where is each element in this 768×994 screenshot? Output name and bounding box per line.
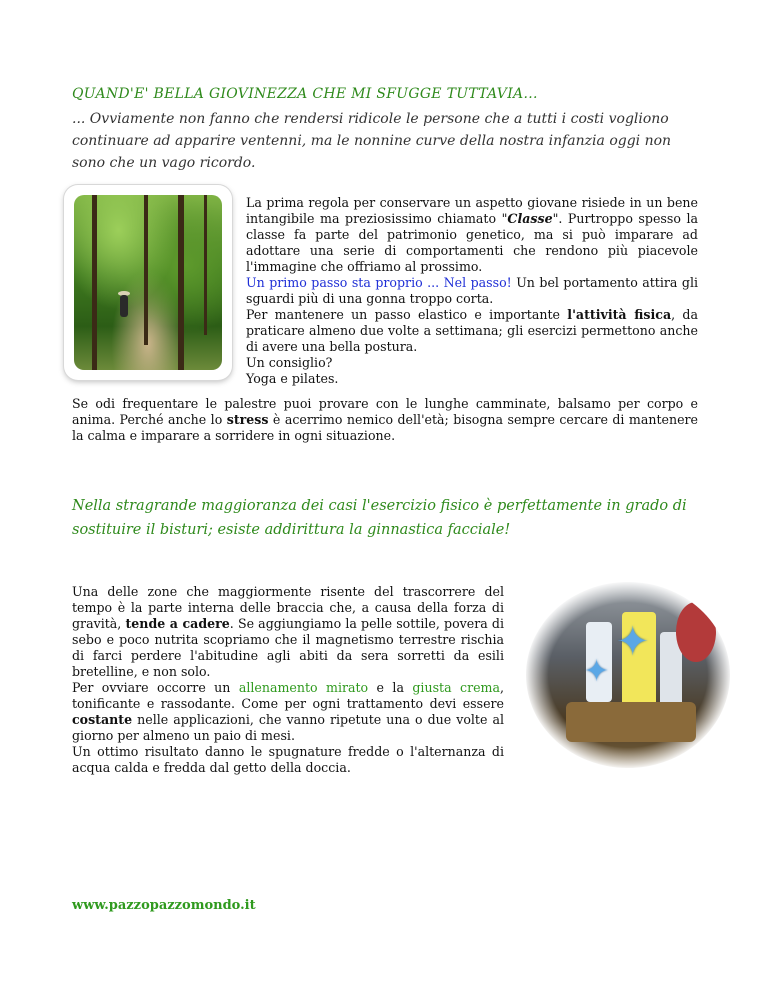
article-title: QUAND'E' BELLA GIOVINEZZA CHE MI SFUGGE TUTTAVIA... [72,86,538,102]
paragraph-classe: La prima regola per conservare un aspetto giovane risiede in un bene intangibile ma preziosissimo chiamato "Classe". Purtroppo spesso la classe fa parte del patrimonio genetico, ma si può imparare ad adottare una serie di comportamenti che rendono più piacevole l'immagine che offriamo al prossimo. [246,195,698,274]
star-decoration-icon: ✦ [584,654,610,689]
paragraph-passo: Un primo passo sta proprio ... Nel passo! Un bel portamento attira gli sguardi più di una gonna troppo corta. [246,275,699,306]
paragraph-braccia: Una delle zone che maggiormente risente del trascorrere del tempo è la parte interna delle braccia che, a causa della forza di gravità, tende a cadere. Se aggiungiamo la pelle sottile, povera di sebo e poco nutrita scopriamo che il magnetismo terrestre rischia di farci perdere l'abitudine agli abiti da sera sorretti da esili bretelline, e non solo. [72,584,505,679]
paragraph-consiglio: Un consiglio? [246,355,333,370]
paragraph-spugnature: Un ottimo risultato danno le spugnature fredde o l'alternanza di acqua calda e fredda dal getto della doccia. [72,744,504,775]
forest-walk-photo [74,195,222,370]
paragraph-ovviare: Per ovviare occorre un allenamento mirato e la giusta crema, tonificante e rassodante. Come per ogni trattamento devi essere costante nelle applicazioni, che vanno ripetute una o due volte al giorno per almeno un paio di mesi. [72,680,505,743]
section-braccia [72,584,504,776]
highlight-quote: Nella stragrande maggioranza dei casi l'esercizio fisico è perfettamente in grado di sostituire il bisturi; esiste addirittura la ginnastica facciale! [72,498,687,538]
star-decoration-icon: ✦ [616,619,650,665]
paragraph-attivita: Per mantenere un passo elastico e importante l'attività fisica, da praticare almeno due volte a settimana; gli esercizi permettono anche di avere una bella postura. [246,307,699,354]
section-classe [246,195,698,387]
paragraph-yoga: Yoga e pilates. [246,371,339,386]
section-stress: Se odi frequentare le palestre puoi provare con le lunghe camminate, balsamo per corpo e anima. Perché anche lo stress è acerrimo nemico dell'età; bisogna sempre cercare di mantenere la calma e imparare a sorridere in ogni situazione. [72,396,698,443]
forest-photo-frame [64,185,232,380]
cosmetics-photo [526,582,730,768]
article-intro: ... Ovviamente non fanno che rendersi ridicole le persone che a tutti i costi vogliono continuare ad apparire ventenni, ma le nonnine curve della nostra infanzia oggi non sono che un vago ricordo. [72,111,672,171]
website-url[interactable]: www.pazzopazzomondo.it [72,898,256,913]
